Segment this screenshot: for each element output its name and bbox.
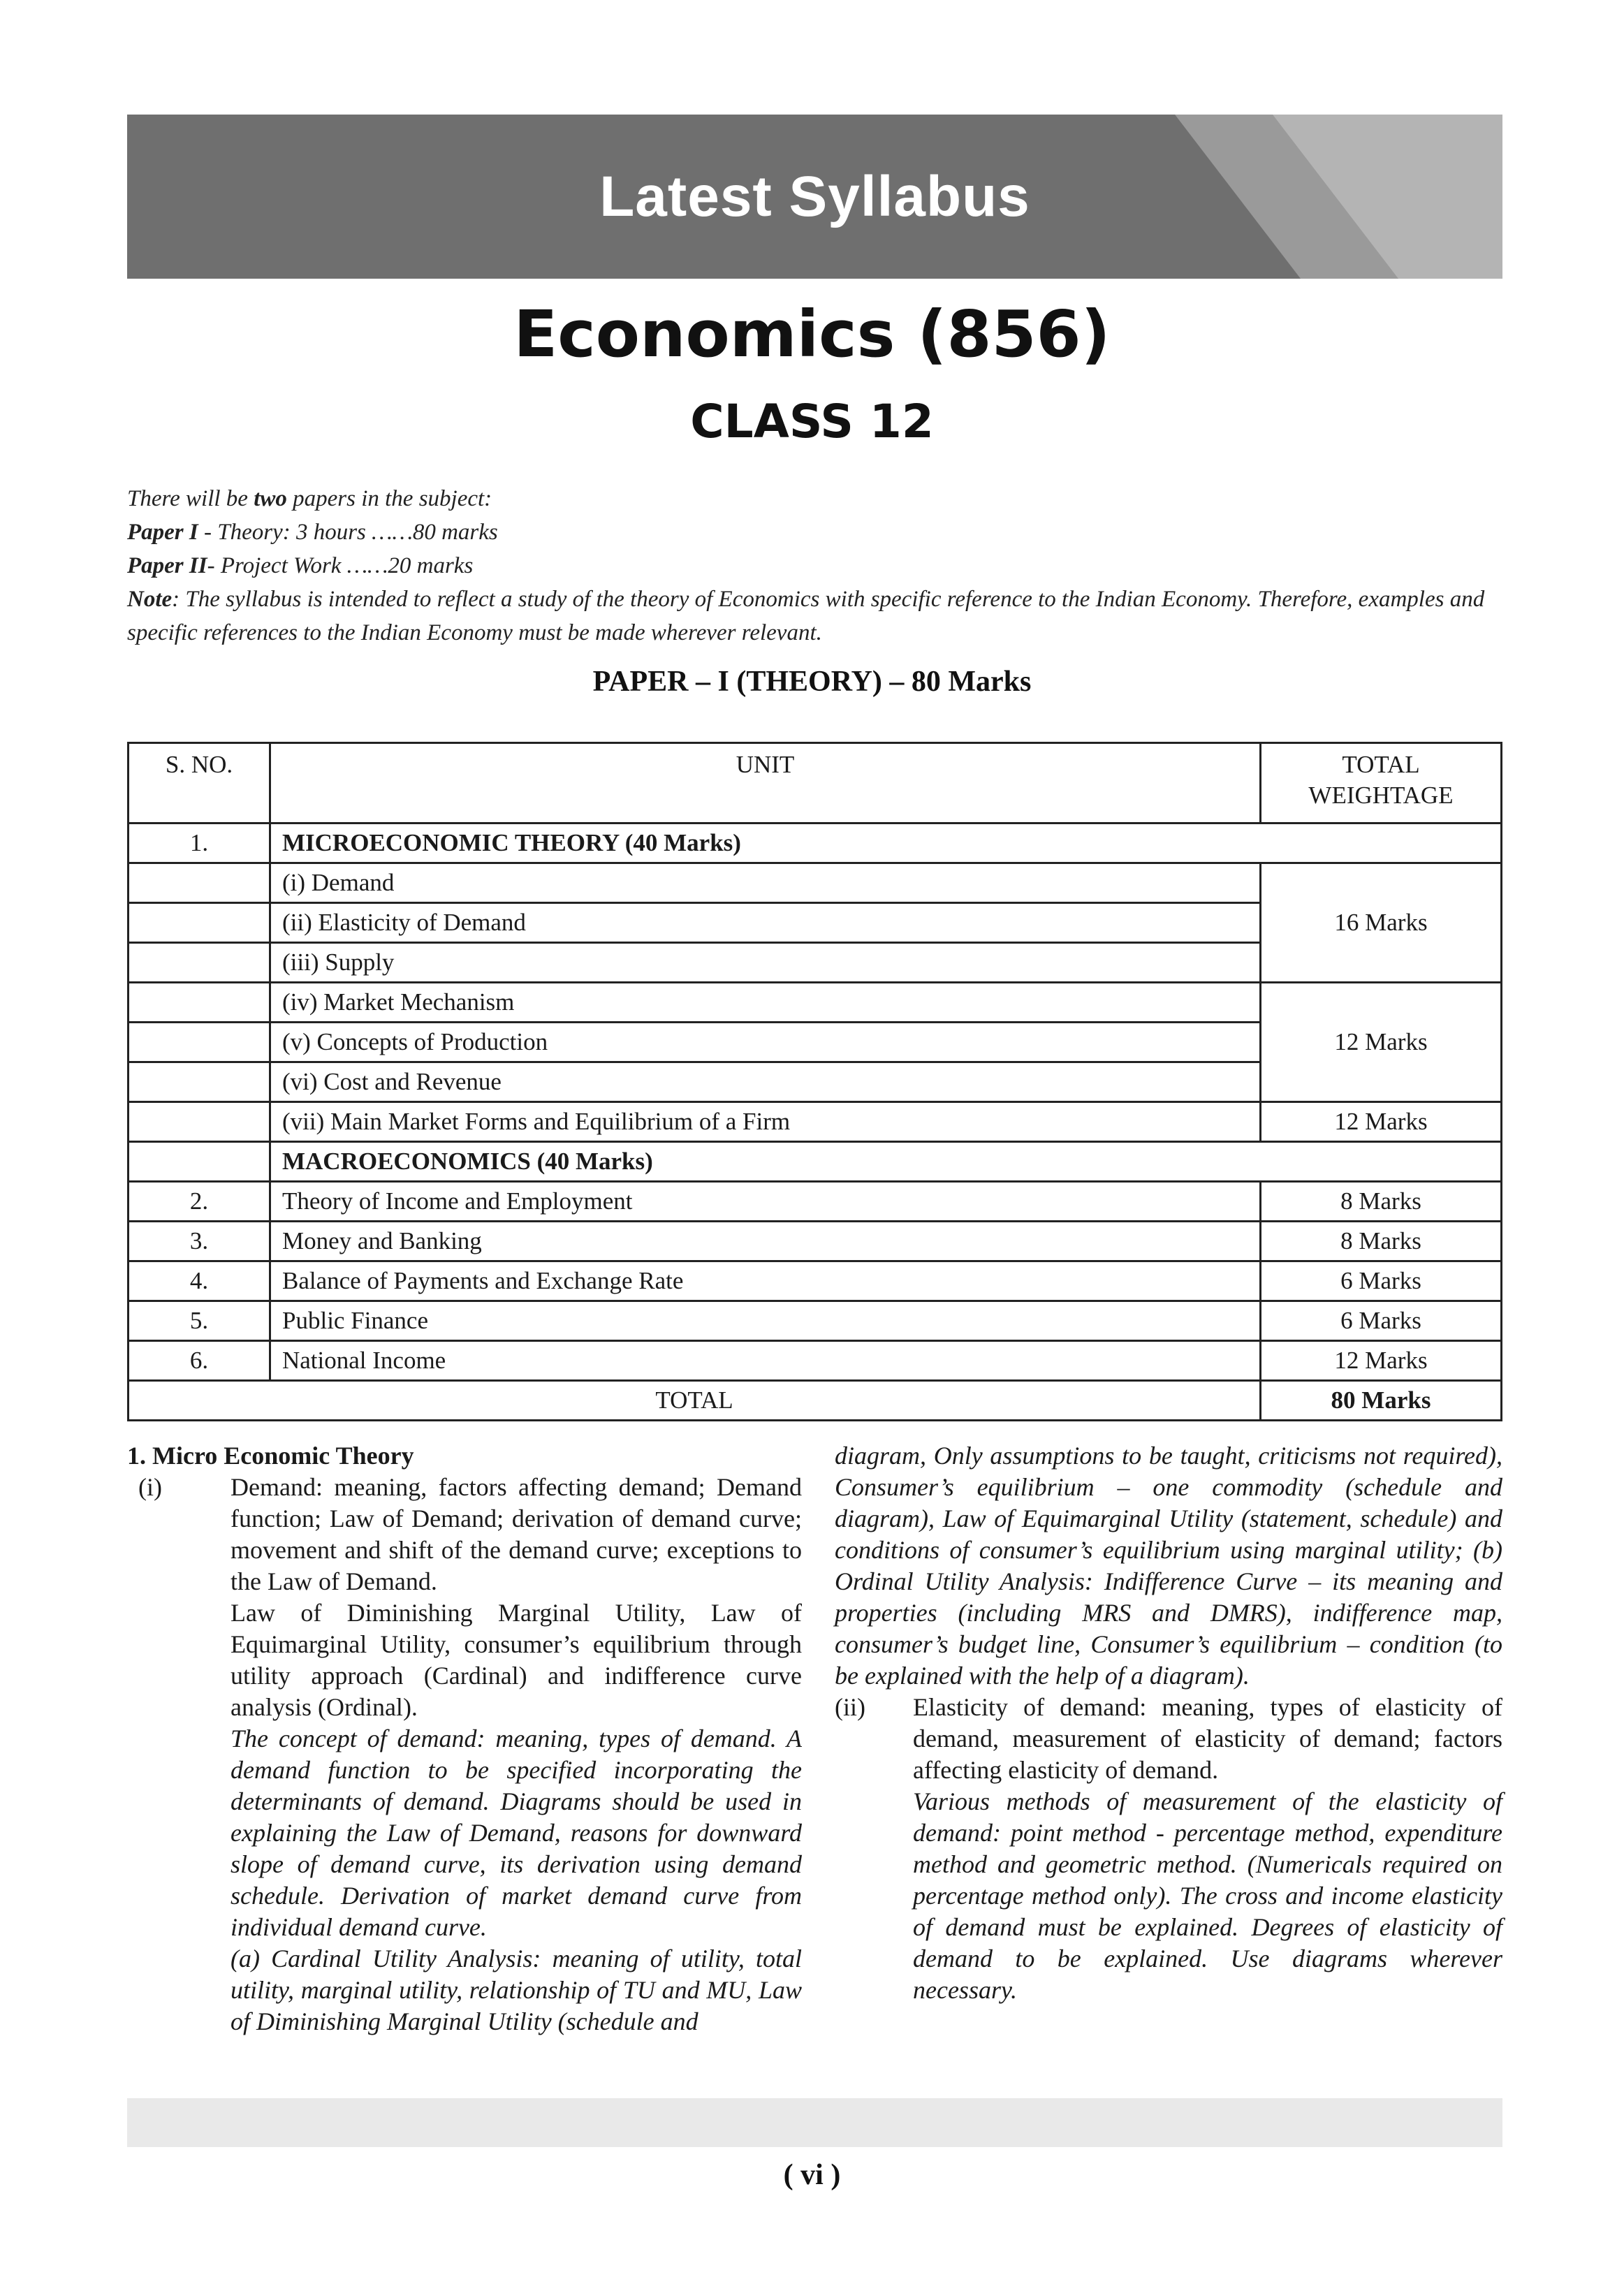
table-header-row [129,743,1502,823]
list-item [127,1472,802,2037]
sno-cell: 1. [129,823,270,863]
paragraph: diagram, Only assumptions to be taught, criticisms not required), Consumer’s equilibrium – one commodity (schedule and diagram), Law of Equimarginal Utility (statement, schedule) and conditions of consumer’s equilibrium using marginal utility; (b) Ordinal Utility Analysis: Indifference Curve – its meaning and properties (including MRS and DMRS), indifference map, consumer’s budget line, Consumer’s equilibrium – condition (to be explained with the help of a diagram). [835,1442,1502,1690]
paragraph: Elasticity of demand: meaning, types of elasticity of demand, measurement of elasticity of demand; factors affecting elasticity of demand. [913,1693,1502,1784]
paper1-text: - Theory: 3 hours ……80 marks [198,520,498,545]
list-item [835,1692,1502,2006]
unit-cell: (vi) Cost and Revenue [270,1062,1261,1102]
syllabus-table [127,742,1502,1421]
unit-cell: (v) Concepts of Production [270,1023,1261,1062]
weightage-cell: 12 Marks [1261,983,1502,1102]
sno-cell: 6. [129,1341,270,1381]
paper2-line [127,549,1502,583]
table-row [129,823,1502,863]
item-body [231,1472,802,2037]
paper1-line [127,515,1502,549]
paragraph: (a) Cardinal Utility Analysis: meaning of utility, total utility, marginal utility, relationship of TU and MU, Law of Diminishing Marginal Utility (schedule and [231,1945,802,2035]
right-column [835,1440,1502,2006]
unit-cell: Balance of Payments and Exchange Rate [270,1261,1261,1301]
header-weightage: TOTAL WEIGHTAGE [1261,743,1502,823]
page-number: ( vi ) [783,2159,841,2191]
weightage-cell: 6 Marks [1261,1301,1502,1341]
unit-cell: (i) Demand [270,863,1261,903]
weightage-cell: 12 Marks [1261,1102,1502,1142]
intro-text: There will be [127,486,254,511]
intro-block [127,482,1502,650]
paper-heading: PAPER – I (THEORY) – 80 Marks [592,666,1032,698]
unit-cell: Money and Banking [270,1222,1261,1261]
paper2-label: Paper II [127,553,207,578]
sno-cell: 2. [129,1182,270,1222]
sno-cell: 4. [129,1261,270,1301]
sno-cell: 3. [129,1222,270,1261]
unit-cell: (iv) Market Mechanism [270,983,1261,1023]
note-line [127,583,1502,650]
header-unit: UNIT [270,743,1261,823]
table-row [129,1182,1502,1222]
total-value: 80 Marks [1261,1381,1502,1421]
left-column [127,1440,802,2037]
unit-cell: Public Finance [270,1301,1261,1341]
item-number: (ii) [835,1693,865,1721]
weightage-cell: 12 Marks [1261,1341,1502,1381]
table-row [129,1261,1502,1301]
paragraph: The concept of demand: meaning, types of demand. A demand function to be specified incorporating the determinants of demand. Diagrams should be used in explaining the Law of Demand, reasons for downward slope of demand curve, its derivation using demand schedule. Derivation of market demand curve from individual demand curve. [231,1725,802,1941]
sno-cell [129,1062,270,1102]
unit-cell: (iii) Supply [270,943,1261,983]
weightage-cell: 8 Marks [1261,1182,1502,1222]
weightage-cell: 6 Marks [1261,1261,1502,1301]
section-title-cell: MICROECONOMIC THEORY (40 Marks) [270,823,1502,863]
unit-cell: (ii) Elasticity of Demand [270,903,1261,943]
sno-cell [129,1102,270,1142]
unit-cell: Theory of Income and Employment [270,1182,1261,1222]
table-row [129,1301,1502,1341]
sno-cell [129,1023,270,1062]
class-title: CLASS 12 [690,395,934,448]
paragraph: Various methods of measurement of the elasticity of demand: point method - percentage method, expenditure method and geometric method. (Numericals required on percentage method only). The cross and income elasticity of demand must be explained. Degrees of elasticity of demand to be explained. Use diagrams wherever necessary. [913,1787,1502,2004]
sno-cell [129,943,270,983]
sno-cell [129,1142,270,1182]
note-label: Note [127,587,173,612]
table-row [129,1142,1502,1182]
paper1-label: Paper I [127,520,198,545]
sno-cell [129,983,270,1023]
item-body [913,1692,1502,2006]
weightage-cell: 8 Marks [1261,1222,1502,1261]
sno-cell [129,903,270,943]
paragraph: Demand: meaning, factors affecting demand; Demand function; Law of Demand; derivation of demand curve; movement and shift of the demand curve; exceptions to the Law of Demand. [231,1473,802,1595]
unit-cell: National Income [270,1341,1261,1381]
intro-emphasis: two [254,486,287,511]
table-total-row [129,1381,1502,1421]
total-label: TOTAL [129,1381,1261,1421]
note-text: : The syllabus is intended to reflect a study of the theory of Economics with specific reference to the Indian Economy. Therefore, examples and specific references to the Indian Economy must be made wherever relevant. [127,587,1485,645]
header-sno: S. NO. [129,743,270,823]
sno-cell [129,863,270,903]
item-number: (i) [138,1473,162,1501]
unit-cell: (vii) Main Market Forms and Equilibrium of a Firm [270,1102,1261,1142]
table-row [129,983,1502,1023]
sno-cell: 5. [129,1301,270,1341]
intro-line [127,482,1502,515]
banner-title: Latest Syllabus [599,164,1030,228]
section-heading: 1. Micro Economic Theory [127,1442,414,1470]
paper2-text: - Project Work ……20 marks [207,553,474,578]
table-row [129,1341,1502,1381]
weightage-cell: 16 Marks [1261,863,1502,983]
intro-text: papers in the subject: [286,486,492,511]
table-row [129,1102,1502,1142]
section-title-cell: MACROECONOMICS (40 Marks) [270,1142,1502,1182]
header-banner [127,115,1502,279]
table-row [129,863,1502,903]
subject-title: Economics (856) [513,297,1111,372]
paragraph: Law of Diminishing Marginal Utility, Law of Equimarginal Utility, consumer’s equilibrium through utility approach (Cardinal) and indifference curve analysis (Ordinal). [231,1599,802,1721]
table-row [129,1222,1502,1261]
footer-band [127,2098,1502,2147]
